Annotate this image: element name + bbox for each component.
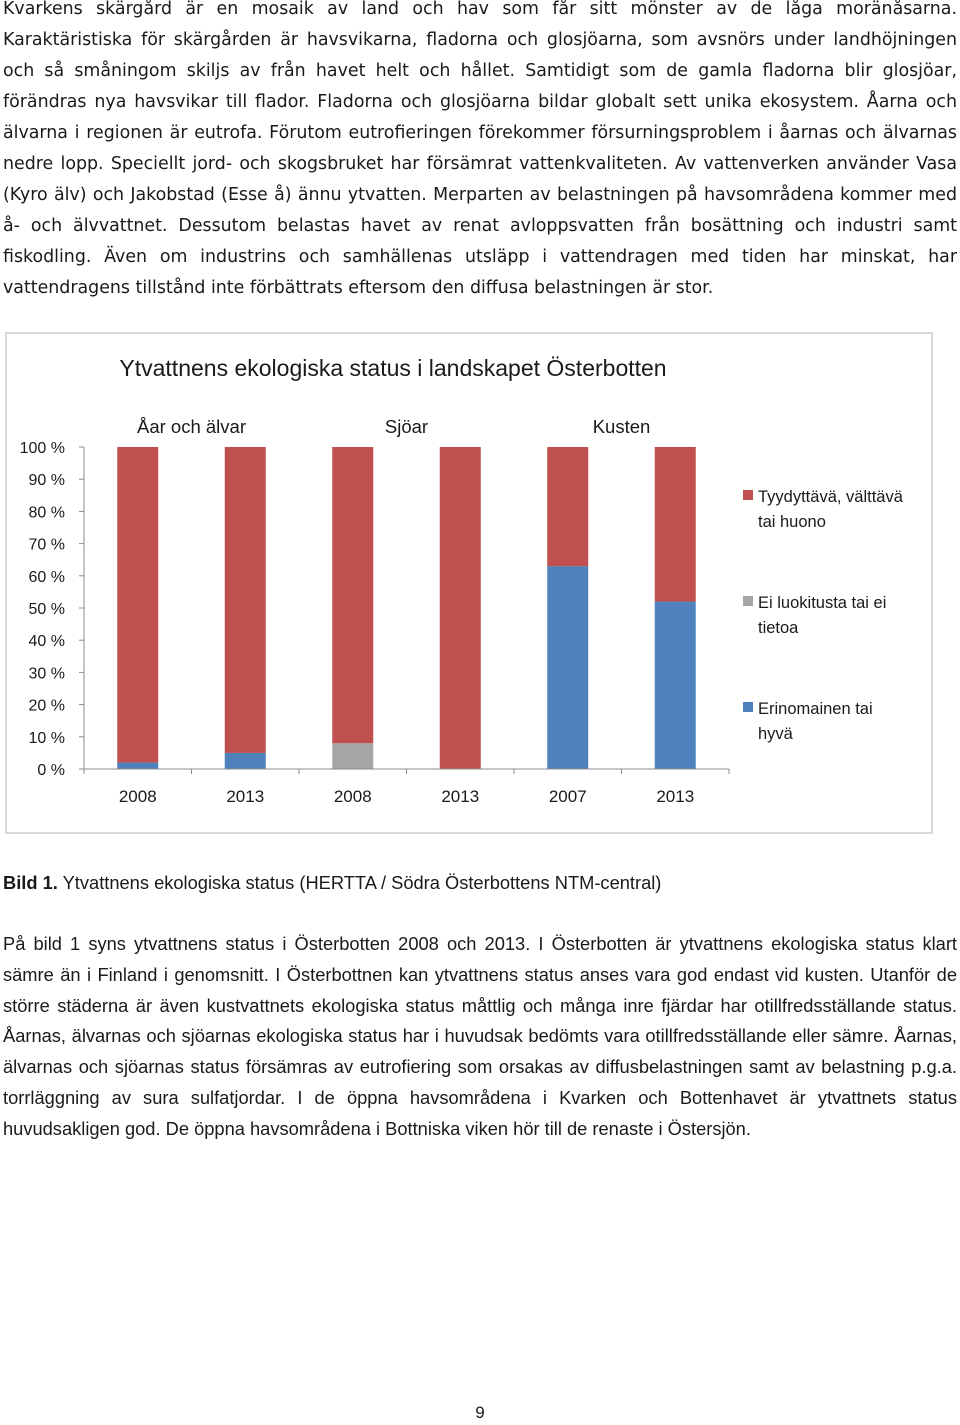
legend-label: Tyydyttävä, välttävä: [758, 488, 903, 506]
y-tick-label: 80 %: [28, 504, 65, 522]
y-tick-label: 30 %: [28, 665, 65, 683]
body-paragraph: På bild 1 syns ytvattnens status i Österbotten 2008 och 2013. I Österbotten är ytvattnens ekologiska status klart sämre än i Finland i genomsnitt. I Österbottnen kan ytvattnens status anses vara god endast vid kusten. Utanför de större städerna är även kustvattnets ekologiska status måttlig och många inre fjärdar har otillfredsställande status. Åarnas, älvarnas och sjöarnas ekologiska status har i huvudsak bedömts vara otillfredsställande eller sämre. Åarnas, älvarnas och sjöarnas status försämras av eutrofiering som orsakas av diffusbelastningen samt av belastning p.g.a. torrläggning av sura sulfatjordar. I de öppna havsområdena i Kvarken och Bottenhavet är ytvattnets status huvudsakligen god. De öppna havsområdena i Bottniska viken hör till de renaste i Östersjön.: [3, 933, 957, 1139]
legend-label: Erinomainen tai: [758, 700, 873, 718]
legend-label: tietoa: [758, 619, 799, 637]
x-tick-label: 2013: [656, 787, 695, 806]
x-tick-label: 2008: [333, 787, 372, 806]
y-tick-label: 70 %: [28, 536, 65, 554]
legend-label: tai huono: [758, 513, 826, 531]
intro-paragraph: Kvarkens skärgård är en mosaik av land och hav som får sitt mönster av de låga moränåsarna. Karaktäristiska för skärgården är havsvikarna, fladorna och glosjöarna, som avsnörs under landhöjningen och så småningom skiljs av från havet helt och hållet. Samtidigt som de gamla fladorna blir glosjöar, förändras nya havsvikar till flador. Fladorna och glosjöarna bildar globalt sett unika ekosystem. Åarna och älvarna i regionen är eutrofa. Förutom eutrofieringen förekommer försurningsproblem i åarnas och älvarnas nedre lopp. Speciellt jord- och skogsbruket har försämrat vattenkvaliteten. Av vattenverken använder Vasa (Kyro älv) och Jakobstad (Esse å) ännu ytvatten. Merparten av belastningen på havsområdena kommer med å- och älvvattnet. Dessutom belastas havet av renat avloppsvatten från bosättning och industri samt fiskodling. Även om industrins och samhällenas utsläpp i vattendragen med tiden har minskat, har vattendragens tillstånd inte förbättrats eftersom den diffusa belastningen är stor.: [3, 0, 957, 298]
y-tick-label: 90 %: [28, 472, 65, 490]
y-tick-label: 10 %: [28, 729, 65, 747]
group-label: Åar och älvar: [137, 416, 246, 437]
chart-title: Ytvattnens ekologiska status i landskapet Österbotten: [119, 355, 667, 381]
bar-segment: [332, 743, 373, 769]
bar-segment: [440, 447, 481, 769]
legend-swatch: [743, 490, 753, 500]
bar-segment: [332, 447, 373, 743]
caption-text: Ytvattnens ekologiska status (HERTTA / Södra Österbottens NTM-central): [57, 872, 662, 893]
caption-label: Bild 1.: [3, 872, 58, 893]
page-number: 9: [475, 1403, 485, 1422]
y-tick-label: 0 %: [37, 762, 65, 779]
x-tick-label: 2013: [441, 787, 480, 806]
bar-segment: [117, 447, 158, 763]
y-tick-label: 50 %: [28, 601, 65, 618]
legend-swatch: [743, 596, 753, 606]
x-tick-label: 2007: [548, 787, 587, 806]
y-tick-label: 60 %: [28, 568, 65, 586]
stacked-bar-chart: [7, 334, 933, 834]
bar-segment: [547, 566, 588, 769]
figure-caption: [3, 872, 661, 894]
bar-segment: [117, 763, 158, 769]
y-tick-label: 20 %: [28, 697, 65, 715]
bar-segment: [225, 447, 266, 753]
legend-swatch: [743, 702, 753, 712]
legend-label: Ei luokitusta tai ei: [758, 594, 887, 612]
x-tick-label: 2008: [118, 787, 157, 806]
group-label: Kusten: [592, 416, 651, 437]
y-tick-label: 40 %: [28, 633, 65, 651]
bar-segment: [547, 447, 588, 566]
group-label: Sjöar: [384, 416, 429, 437]
x-tick-label: 2013: [226, 787, 265, 806]
bar-segment: [655, 602, 696, 769]
bar-segment: [655, 447, 696, 602]
y-tick-label: 100 %: [19, 440, 65, 457]
chart-container: [5, 332, 933, 834]
legend-label: hyvä: [758, 725, 793, 743]
bar-segment: [225, 753, 266, 769]
